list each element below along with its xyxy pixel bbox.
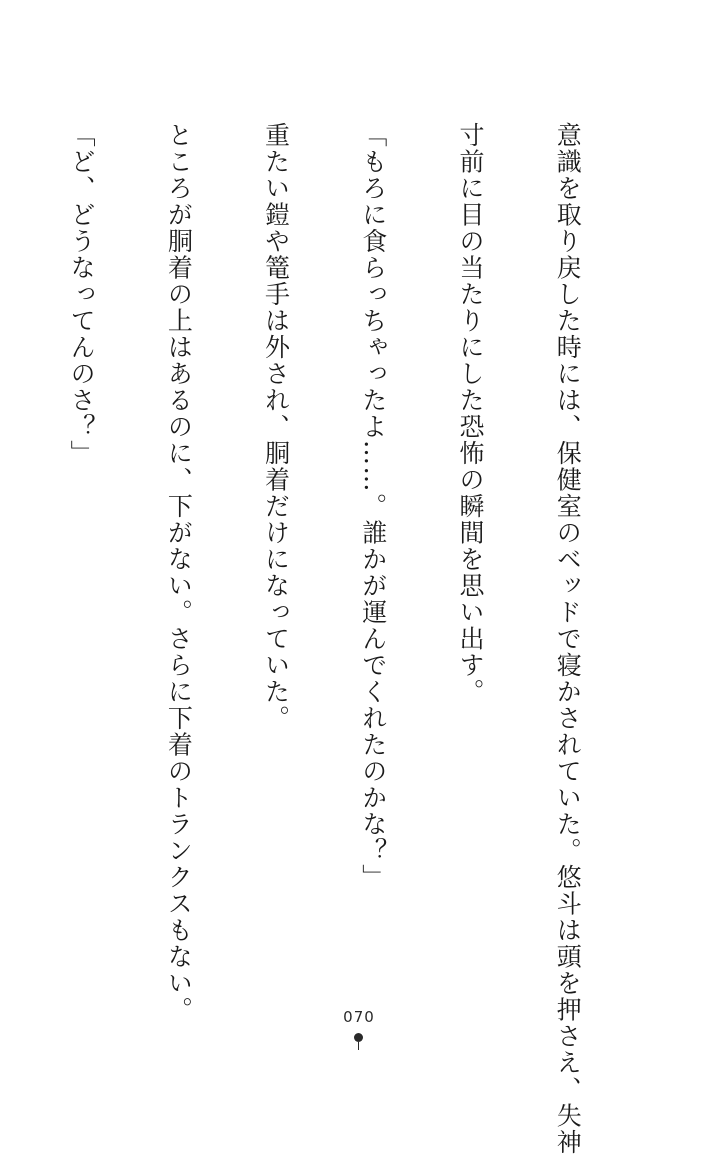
- page-number: 070: [343, 1008, 375, 1026]
- text-line: 重たい鎧や篭手は外され、胴着だけになっていた。: [261, 122, 291, 732]
- text-line: ところが胴着の上はあるのに、下がない。さらに下着のトランクスもない。: [164, 122, 194, 1023]
- text-line: 意識を取り戻した時には、保健室のベッドで寝かされていた。悠斗は頭を押さえ、失神: [553, 122, 583, 1156]
- text-line: 寸前に目の当たりにした恐怖の瞬間を思い出す。: [455, 122, 485, 705]
- text-line: 「ど、どうなってんのさ？」: [67, 122, 97, 467]
- folio-ornament-line: [358, 1042, 359, 1050]
- folio-ornament-dot: [354, 1033, 363, 1042]
- text-line: 「もろに食らっちゃったよ……。誰かが運んでくれたのかな？」: [358, 122, 388, 891]
